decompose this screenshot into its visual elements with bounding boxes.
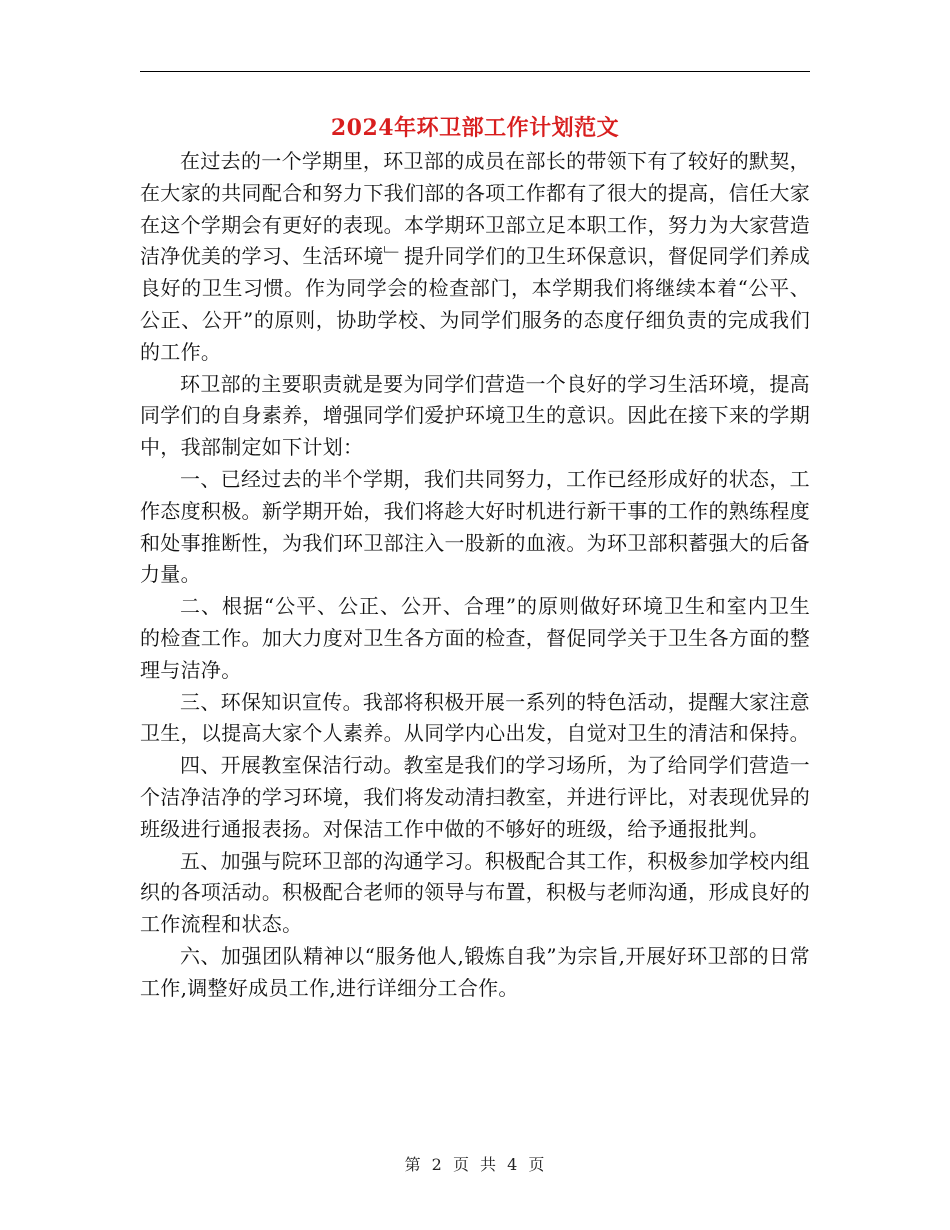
- document-body: [140, 146, 810, 1005]
- paragraph-item-3: 三、环保知识宣传。我部将积极开展一系列的特色活动，提醒大家注意卫生，以提高大家个人素养。从同学内心出发，自觉对卫生的清洁和保持。: [140, 689, 810, 746]
- paragraph-item-1: 一、已经过去的半个学期，我们共同努力，工作已经形成好的状态，工作态度积极。新学期开始，我们将趁大好时机进行新干事的工作的熟练程度和处事推断性，为我们环卫部注入一股新的血液。为环卫部积蓄强大的后备力量。: [140, 466, 810, 587]
- document-title: 2024年环卫部工作计划范文: [330, 115, 620, 141]
- paragraph-intro: 在过去的一个学期里，环卫部的成员在部长的带领下有了较好的默契，在大家的共同配合和努力下我们部的各项工作都有了很大的提高，信任大家在这个学期会有更好的表现。本学期环卫部立足本职工作，努力为大家营造洁净优美的学习、生活环境﹂提升同学们的卫生环保意识，督促同学们养成良好的卫生习惯。作为同学会的检查部门，本学期我们将继续本着“公平、公正、公开”的原则，协助学校、为同学们服务的态度仔细负责的完成我们的工作。: [140, 149, 810, 364]
- paragraph-duties: 环卫部的主要职责就是要为同学们营造一个良好的学习生活环境，提高同学们的自身素养，增强同学们爱护环境卫生的意识。因此在接下来的学期中，我部制定如下计划：: [140, 371, 810, 460]
- paragraph-item-4: 四、开展教室保洁行动。教室是我们的学习场所，为了给同学们营造一个洁净洁净的学习环境，我们将发动清扫教室，并进行评比，对表现优异的班级进行通报表扬。对保洁工作中做的不够好的班级，给予通报批判。: [140, 753, 810, 841]
- page-number-footer: 第 2 页 共 4 页: [404, 1155, 546, 1174]
- paragraph-item-2: 二、根据“公平、公正、公开、合理”的原则做好环境卫生和室内卫生的检查工作。加大力度对卫生各方面的检查，督促同学关于卫生各方面的整理与洁净。: [140, 594, 810, 682]
- paragraph-item-6: 六、加强团队精神以“服务他人,锻炼自我”为宗旨,开展好环卫部的日常工作,调整好成员工作,进行详细分工合作。: [140, 943, 810, 1000]
- header-rule: [140, 71, 810, 72]
- paragraph-item-5: 五、加强与院环卫部的沟通学习。积极配合其工作，积极参加学校内组织的各项活动。积极配合老师的领导与布置，积极与老师沟通，形成良好的工作流程和状态。: [140, 848, 810, 937]
